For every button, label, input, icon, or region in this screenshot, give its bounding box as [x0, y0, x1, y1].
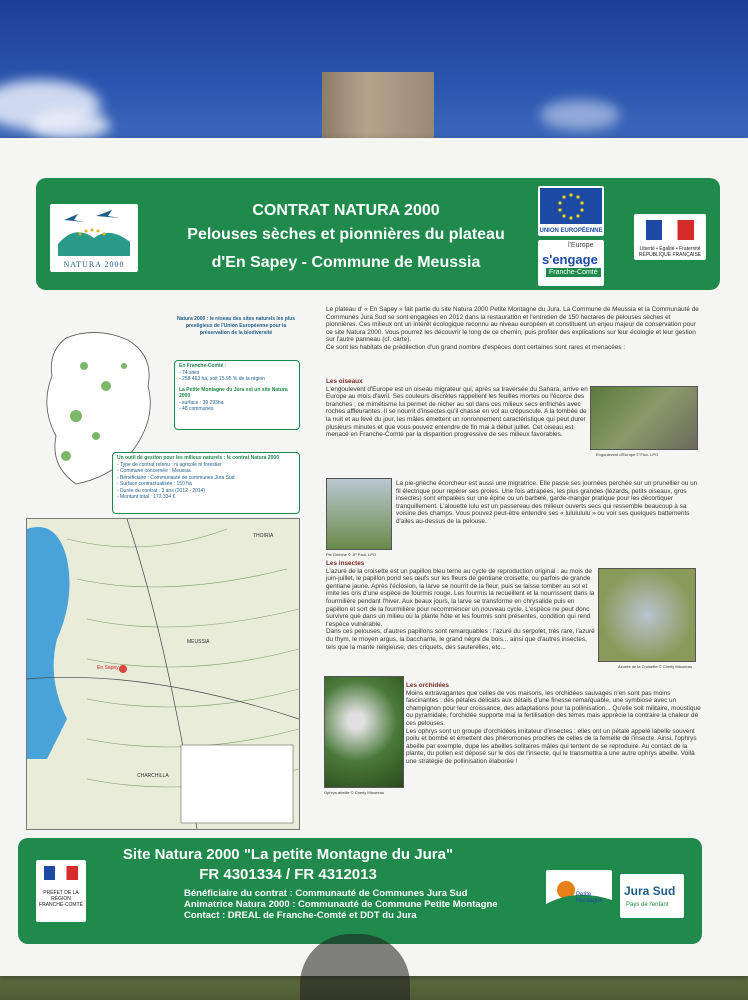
orchidees-section — [406, 682, 702, 766]
box2-line: - Durée du contrat : 3 ans (2012 - 2014) — [117, 487, 206, 494]
jura-sud-title: Jura Sud — [624, 884, 676, 898]
butterfly-photo — [598, 568, 696, 662]
contract-info-box — [112, 452, 300, 514]
cloud — [540, 100, 620, 130]
prefet-caption: PRÉFET DE LA RÉGION FRANCHE-COMTÉ — [39, 890, 83, 908]
europe-line-2: s'engage — [542, 252, 598, 267]
franche-comte-info-box — [174, 360, 300, 430]
box1-title-2: La Petite Montagne du Jura est un site Natura 2000 — [179, 386, 288, 399]
map-label: CHARCHILLA — [137, 773, 169, 779]
sign-board — [0, 138, 748, 976]
box2-line: - Surface contractualisée : 150 ha — [117, 481, 192, 487]
box2-line: - Bénéficiaire : Communauté de communes Jura Sud — [117, 474, 235, 481]
box1-line: - 258 463 ha, soit 15.95 % de la région — [179, 376, 265, 382]
natura-intro: Natura 2000 : le réseau des sites naturels les plus prestigieux de l'Union Européenne pour la préservation de la biodiversité — [176, 316, 296, 336]
section-heading: Les insectes — [326, 560, 365, 567]
footer-contact: Contact : DREAL de Franche-Comté et DDT du Jura — [184, 910, 417, 921]
europe-engage-logo — [538, 240, 604, 286]
orchidees-text: Moins extravagantes que celles de vos maisons, les orchidées sauvages n'en sont pas moins fascinantes : des pétales délicats aux détails d'une finesse remarquable, une symbiose avec un champignon pour leur croissance, des adaptations pour la pollinisation... Qu'elle soit militaire, moustique ou pyramidale, l'orchidée supporte mal la fertilisation des terres mais apprécie la contraire la chaleur de ces pelouses. — [406, 689, 701, 727]
eu-logo — [538, 186, 604, 236]
republique-francaise-logo — [634, 214, 706, 260]
title-line-1: CONTRAT NATURA 2000 — [252, 202, 440, 219]
nightjar-photo — [590, 386, 698, 450]
orchidees-text-2: Les ophrys sont un groupe d'orchidées imitateur d'insectes : elles ont un pétale appelé labelle souvent poilu et bombé et émettent des phéromones proches de celles de la femelle de l'insecte. Ainsi, l'ophrys abeille par exemple, dupe les abeilles solitaires mâles qui tentent de se reproduire. Au contact de la plante, du pollen est déposé sur le dos de l'insecte, qui le transmettra à une autre ophrys abeille. Voilà une stratégie de pollinisation élaborée ! — [406, 727, 697, 765]
map-label: THOIRIA — [253, 533, 274, 539]
footer-banner — [18, 838, 702, 944]
french-flag-icon — [646, 220, 694, 240]
photo-caption: Ophrys abeille © Cherly Mioureau — [324, 790, 385, 795]
insectes-section — [326, 560, 596, 651]
intro-text-2: Ce sont les habitats de prédilection d'un grand nombre d'espèces dont certaines sont rares et menacées : — [326, 343, 626, 351]
box2-line: - Montant total : 172 334 € — [117, 494, 176, 500]
footer-codes: FR 4301334 / FR 4312013 — [199, 866, 377, 883]
insectes-text-2: Dans ces pelouses, d'autres papillons sont remarquables : l'azuré du serpolet, très rare, l'azuré du thym, le moyen argus, la bacchante, le grand nègre de bois... ainsi que d'autres insectes, tels que la mante religieuse, des criquets, des sauterelles, etc... — [326, 628, 595, 651]
section-heading: Les oiseaux — [326, 378, 363, 385]
footer-beneficiary: Bénéficiaire du contrat : Communauté de Communes Jura Sud — [184, 888, 468, 899]
section-heading: Les orchidées — [406, 682, 449, 689]
footer-title: Site Natura 2000 "La petite Montagne du Jura" — [122, 846, 454, 863]
shrike-photo — [326, 478, 392, 550]
intro-text: Le plateau d' « En Sapey » fait partie du site Natura 2000 Petite Montagne du Jura. La Commune de Meussia et la Communauté de Communes Jura Sud se sont engagées en 2012 dans la restauration et l'entretien de 150 hectares de pelouses sèches et pionnières. Ces milieux ont un intérêt écologique reconnu au niveau européen et constituent un enjeu majeur de conservation pour ce site Natura 2000. Vous pourrez les découvrir le long de ce chemin, puis profiter des explications sur leur écologie et leur gestion sur l'autre panneau (cf. carte). — [326, 306, 699, 344]
box1-line: - surface : 39 293ha — [179, 399, 224, 406]
europe-line-3: Franche-Comté — [546, 268, 601, 277]
montagne-caption: Petite Montagne — [576, 892, 603, 904]
intro-paragraph — [326, 306, 702, 352]
insectes-text: L'azuré de la croisette est un papillon bleu terne au cycle de reproduction original : au mois de juin-juillet, le papillon pond ses œufs sur les fleurs de gentiane croisette, ou parfois de grande gentiane jaune. Après l'éclosion, la larve se nourrit de la fleur, puis se laisse tomber au sol et imite les cris d'une espèce de fourmis rouge. Les fourmis la recueillent et la nourrissent dans la fourmilière pendant l'hiver. Aux beaux jours, la larve se transforme en chrysalide puis en papillon et sort de la fourmilière pour recommencer un nouveau cycle. L'espèce ne peut donc survivre que dans un milieu où la plante hôte et les fourmis sont présentes, condition qui rend l'espèce vulnérable. — [326, 567, 595, 628]
eu-flag-icon — [540, 188, 602, 224]
cloud — [30, 110, 110, 140]
eu-caption: UNION EUROPÉENNE — [539, 228, 603, 234]
petite-montagne-logo — [546, 870, 612, 914]
box2-line: - Commune concernée : Meussia — [117, 468, 191, 474]
natura-2000-logo — [50, 204, 138, 272]
oiseaux-text: L'engoulevent d'Europe est un oiseau migrateur qui, après sa traversée du Sahara, arrive en Europe au mois d'avril. Ses couleurs discrètes rappellent les feuilles mortes ou l'écorce des branches ; ce mimétisme lui permet de nicher au sol dans ces milieux secs enfrichés avec roches affleurantes. Il se nourrit d'insectes qu'il chasse en vol au crépuscule. A la tombée de la nuit et au levé du jour, les mâles émettent un ronronnement caractéristique qui peut durer plusieurs minutes et que vous pouvez entendre de fin mai à début juillet. Cet oiseau est menacé en Franche-Comté par la disparition progressive de ses milieux favorables. — [326, 385, 588, 439]
orchid-photo — [324, 676, 404, 788]
republique-caption: Liberté • Égalité • Fraternité RÉPUBLIQUE FRANÇAISE — [638, 246, 702, 258]
footer-animatrice: Animatrice Natura 2000 : Communauté de Commune Petite Montagne — [184, 899, 498, 910]
header-banner — [36, 178, 720, 290]
photo-caption: Engoulevent d'Europe © Floc. LPO — [596, 452, 659, 457]
content-area — [26, 298, 706, 828]
box1-title: En Franche-Comté : — [179, 363, 227, 369]
box1-line: - 74 sites — [179, 369, 200, 376]
map-label: MEUSSIA — [187, 639, 210, 645]
jura-sud-tagline: Pays de l'enfant — [626, 902, 669, 908]
topographic-map — [26, 518, 300, 830]
title-line-2: Pelouses sèches et pionnières du plateau — [187, 226, 505, 243]
title-line-3: d'En Sapey - Commune de Meussia — [211, 254, 481, 271]
birds-icon — [50, 204, 138, 260]
map-label: En Sapey — [97, 665, 119, 671]
photo-caption: Azurée de la Croisette © Cherly Mioureau — [618, 664, 693, 669]
box2-title: Un outil de gestion pour les milieux naturels : le contrat Natura 2000 — [117, 455, 279, 461]
box1-line: - 48 communes — [179, 406, 214, 412]
jura-sud-logo — [620, 874, 684, 918]
europe-line-1: l'Europe — [568, 242, 594, 249]
oiseaux-text-2: La pie-grièche écorcheur est aussi une migratrice. Elle passe ses journées perchée sur un prunellier ou un fil électrique pour repérer ses proies. Une fois attrapées, les plus grandes (lézards, petits oiseaux, gros insectes) sont empalées sur une épine ou un barbelé, garde-manger pratique pour les décortiquer tranquillement. L'alouette lulu est un passereau des milieux ouverts secs qui ressemble beaucoup à sa voisine des champs. Vous pouvez peut-être entendre ses « lululululu » ou voir ses quelques battements d'ailes au-dessus de la pelouse. — [396, 480, 698, 525]
oiseaux-section — [326, 378, 588, 439]
natura-logo-text: NATURA 2000 — [63, 260, 125, 269]
photo-caption: Pie Grièche © JP Paul, LPO — [326, 552, 377, 557]
box2-line: - Type de contrat retenu : ni agricole ni forestier — [117, 461, 222, 468]
